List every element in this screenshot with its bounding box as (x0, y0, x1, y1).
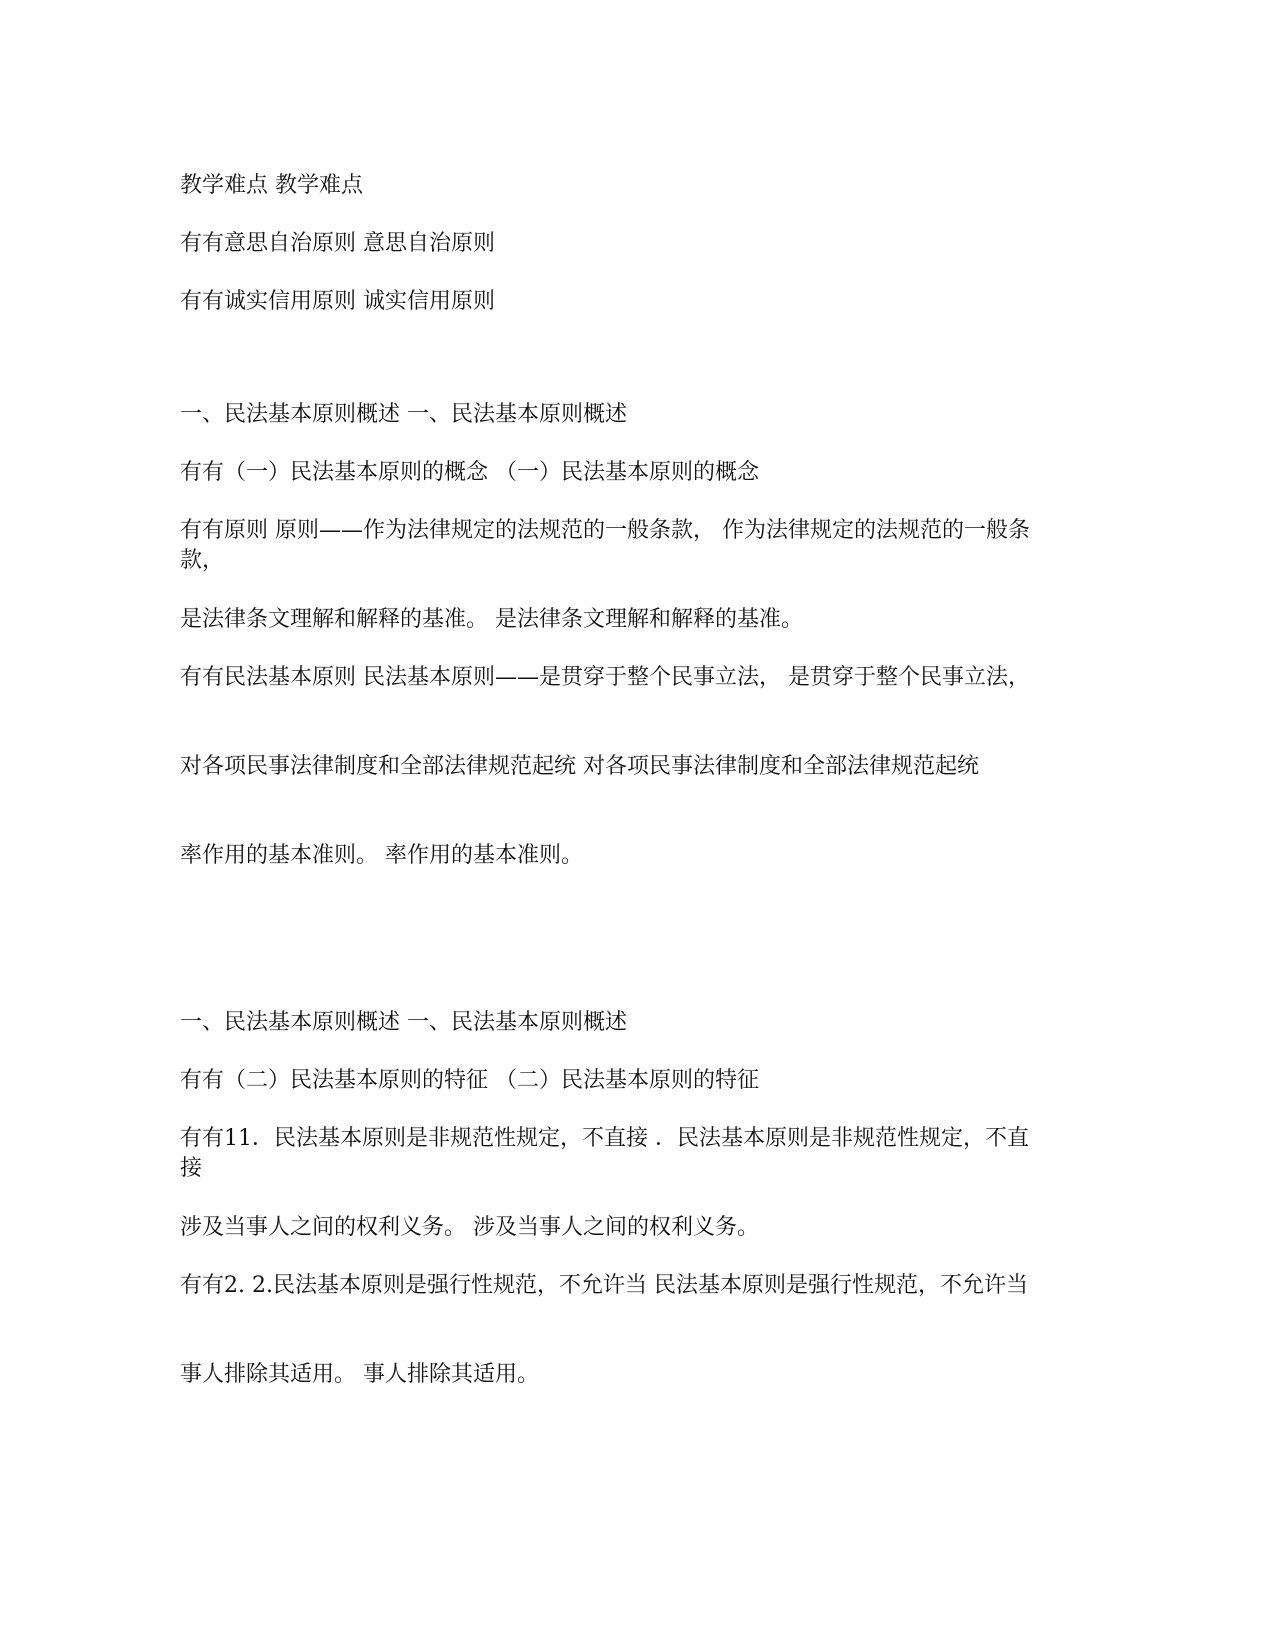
text-line-rights-obligations: 涉及当事人之间的权利义务。 涉及当事人之间的权利义务。 (180, 1215, 759, 1240)
text-line-exclusion: 事人排除其适用。 事人排除其适用。 (180, 1362, 539, 1387)
text-line-guiding-role: 率作用的基本准则。 率作用的基本准则。 (180, 843, 583, 868)
subheading-concept: 有有（一）民法基本原则的概念 （一）民法基本原则的概念 (180, 460, 759, 485)
text-line-good-faith-principle: 有有诚实信用原则 诚实信用原则 (180, 289, 495, 314)
text-line-basic-principle-definition: 有有民法基本原则 民法基本原则——是贯穿于整个民事立法， 是贯穿于整个民事立法， (180, 665, 1030, 690)
section-heading-overview-2: 一、民法基本原则概述 一、民法基本原则概述 (180, 1010, 627, 1035)
list-item-1: 有有11．民法基本原则是非规范性规定，不直接 ．民法基本原则是非规范性规定，不直接 (180, 1126, 1029, 1181)
subheading-characteristics: 有有（二）民法基本原则的特征 （二）民法基本原则的特征 (180, 1068, 759, 1093)
section-heading-overview-1: 一、民法基本原则概述 一、民法基本原则概述 (180, 402, 627, 427)
text-line-autonomy-principle: 有有意思自治原则 意思自治原则 (180, 231, 495, 256)
text-line-legal-system: 对各项民事法律制度和全部法律规范起统 对各项民事法律制度和全部法律规范起统 (180, 754, 979, 779)
list-item-2: 有有2. 2.民法基本原则是强行性规范，不允许当 民法基本原则是强行性规范，不允许当 (180, 1273, 1028, 1298)
text-line-principle-definition: 有有原则 原则——作为法律规定的法规范的一般条款， 作为法律规定的法规范的一般条款， (180, 518, 1030, 573)
text-line-interpretation-basis: 是法律条文理解和解释的基准。 是法律条文理解和解释的基准。 (180, 607, 803, 632)
text-line-teaching-difficulty: 教学难点 教学难点 (180, 173, 363, 198)
